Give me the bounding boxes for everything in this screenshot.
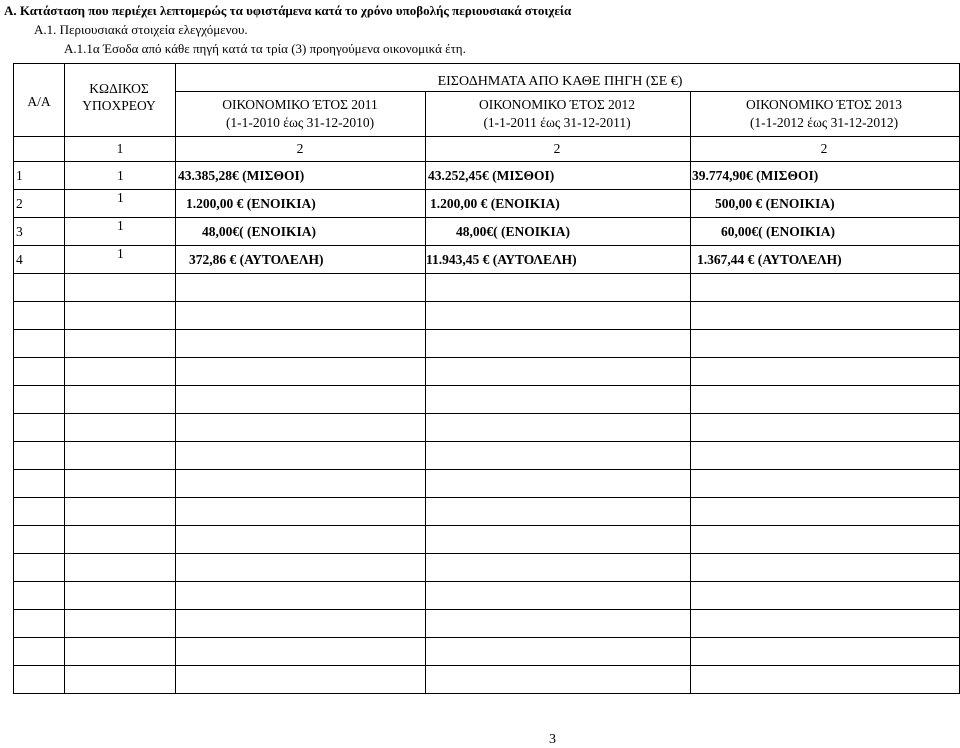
table-rule bbox=[13, 273, 960, 274]
table-rule bbox=[13, 665, 960, 666]
table-rule-code-row bbox=[13, 161, 960, 162]
row-1-income-2011: 43.385,28€ (ΜΙΣΘΟΙ) bbox=[178, 168, 305, 183]
row-4-income-2011: 372,86 € (ΑΥΤΟΛΕΛΗ) bbox=[189, 252, 324, 267]
year-2013-period: (1-1-2012 έως 31-12-2012) bbox=[749, 115, 899, 130]
table-col-divider bbox=[690, 91, 691, 694]
table-rule bbox=[13, 329, 960, 330]
table-rule bbox=[13, 245, 960, 246]
table-rule bbox=[13, 217, 960, 218]
table-rule bbox=[13, 413, 960, 414]
row-2-income-2012: 1.200,00 € (ΕΝΟΙΚΙΑ) bbox=[430, 196, 560, 211]
table-border-left bbox=[13, 63, 14, 694]
table-rule bbox=[13, 441, 960, 442]
table-rule bbox=[13, 637, 960, 638]
year-2013-title: ΟΙΚΟΝΟΜΙΚΟ ΈΤΟΣ 2013 bbox=[745, 97, 903, 112]
section-heading-a: Α. Κατάσταση που περιέχει λεπτομερώς τα υφιστάμενα κατά το χρόνο υποβολής περιουσιακά στοιχεία bbox=[4, 3, 572, 18]
row-2-income-2013: 500,00 € (ΕΝΟΙΚΙΑ) bbox=[715, 196, 835, 211]
row-3-income-2011: 48,00€( (ΕΝΟΙΚΙΑ) bbox=[202, 224, 316, 239]
table-rule bbox=[13, 581, 960, 582]
section-heading-a1: Α.1. Περιουσιακά στοιχεία ελεγχόμενου. bbox=[34, 22, 248, 37]
table-rule bbox=[13, 301, 960, 302]
income-group-header: ΕΙΣΟΔΗΜΑΤΑ ΑΠΟ ΚΑΘΕ ΠΗΓΗ (ΣΕ €) bbox=[437, 74, 683, 89]
row-2-code: 1 bbox=[117, 190, 124, 205]
table-rule bbox=[13, 189, 960, 190]
code-row-cell: 2 bbox=[296, 141, 304, 156]
table-rule bbox=[13, 385, 960, 386]
row-2-income-2011: 1.200,00 € (ΕΝΟΙΚΙΑ) bbox=[186, 196, 316, 211]
table-border-top bbox=[13, 63, 960, 64]
table-rule-year-group bbox=[175, 91, 960, 92]
row-2-aa: 2 bbox=[16, 196, 23, 211]
year-2011-period: (1-1-2010 έως 31-12-2010) bbox=[225, 115, 375, 130]
col-aa-header: Α/Α bbox=[27, 94, 51, 109]
row-4-code: 1 bbox=[117, 246, 124, 261]
code-row-cell: 2 bbox=[820, 141, 828, 156]
year-2012-title: ΟΙΚΟΝΟΜΙΚΟ ΈΤΟΣ 2012 bbox=[478, 97, 636, 112]
year-2012-period: (1-1-2011 έως 31-12-2011) bbox=[483, 115, 631, 130]
page-number: 3 bbox=[549, 732, 556, 747]
row-4-aa: 4 bbox=[16, 252, 23, 267]
table-rule bbox=[13, 525, 960, 526]
year-2011-title: ΟΙΚΟΝΟΜΙΚΟ ΈΤΟΣ 2011 bbox=[222, 97, 378, 112]
col-code-header-line2: ΥΠΟΧΡΕΟΥ bbox=[82, 98, 156, 113]
table-col-divider bbox=[64, 63, 65, 694]
row-3-code: 1 bbox=[117, 218, 124, 233]
row-4-income-2012: 11.943,45 € (ΑΥΤΟΛΕΛΗ) bbox=[426, 252, 577, 267]
row-1-income-2013: 39.774,90€ (ΜΙΣΘΟΙ) bbox=[692, 168, 819, 183]
table-rule bbox=[13, 609, 960, 610]
table-col-divider bbox=[425, 91, 426, 694]
row-1-income-2012: 43.252,45€ (ΜΙΣΘΟΙ) bbox=[428, 168, 555, 183]
table-rule bbox=[13, 469, 960, 470]
section-heading-a11a: Α.1.1α Έσοδα από κάθε πηγή κατά τα τρία (3) προηγούμενα οικονομικά έτη. bbox=[64, 41, 466, 56]
row-3-income-2012: 48,00€( (ΕΝΟΙΚΙΑ) bbox=[456, 224, 570, 239]
row-3-aa: 3 bbox=[16, 224, 23, 239]
row-4-income-2013: 1.367,44 € (ΑΥΤΟΛΕΛΗ) bbox=[697, 252, 842, 267]
table-rule bbox=[13, 553, 960, 554]
code-row-cell: 1 bbox=[116, 141, 124, 156]
table-rule bbox=[13, 497, 960, 498]
table-border-bottom bbox=[13, 693, 960, 694]
table-rule-header-bottom bbox=[13, 136, 960, 137]
row-3-income-2013: 60,00€( (ΕΝΟΙΚΙΑ) bbox=[721, 224, 835, 239]
code-row-cell: 2 bbox=[553, 141, 561, 156]
col-code-header-line1: ΚΩΔΙΚΟΣ bbox=[89, 81, 149, 96]
row-1-code: 1 bbox=[117, 168, 124, 183]
row-1-aa: 1 bbox=[16, 168, 23, 183]
table-col-divider bbox=[175, 63, 176, 694]
table-rule bbox=[13, 357, 960, 358]
